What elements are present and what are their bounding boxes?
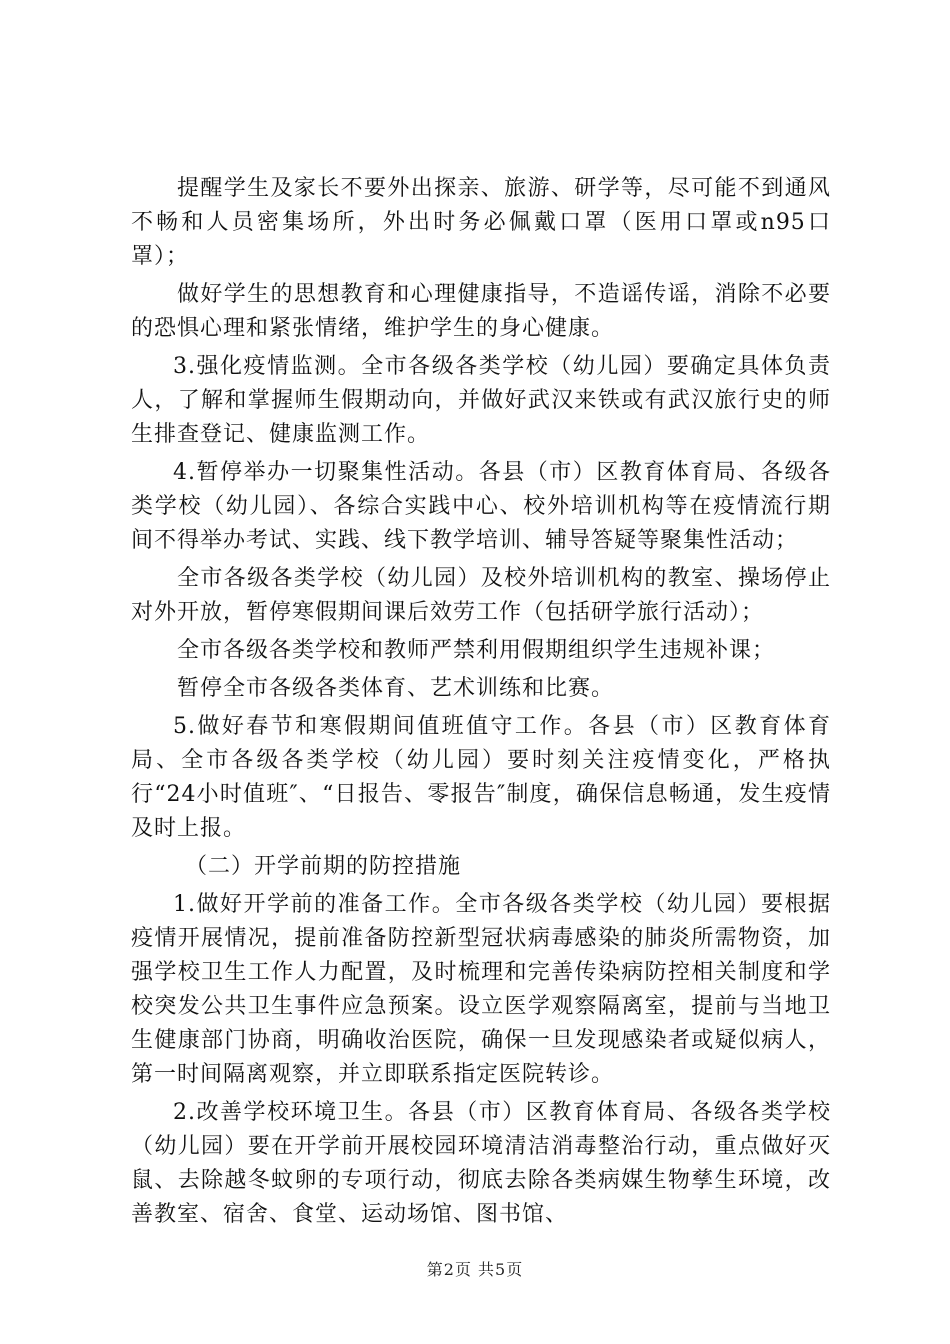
paragraph-suspend-gatherings: 4.暂停举办一切聚集性活动。各县（市）区教育体育局、各级各类学校（幼儿园）、各综合实践中心、校外培训机构等在疫情流行期间不得举办考试、实践、线下教学培训、辅导答疑等聚集性活动； (131, 460, 831, 553)
paragraph-duty-shifts: 5.做好春节和寒假期间值班值守工作。各县（市）区教育体育局、全市各级各类学校（幼儿园）要时刻关注疫情变化，严格执行“24小时值班″、“日报告、零报告″制度，确保信息畅通，发生疫情及时上报。 (131, 714, 831, 841)
paragraph-preparation: 1.做好开学前的准备工作。全市各级各类学校（幼儿园）要根据疫情开展情况，提前准备防控新型冠状病毒感染的肺炎所需物资，加强学校卫生工作人力配置，及时梳理和完善传染病防控相关制度和学校突发公共卫生事件应急预案。设立医学观察隔离室，提前与当地卫生健康部门协商，明确收治医院，确保一旦发现感染者或疑似病人，第一时间隔离观察，并立即联系指定医院转诊。 (131, 892, 831, 1087)
paragraph-ban-tutoring: 全市各级各类学校和教师严禁利用假期组织学生违规补课； (177, 638, 776, 663)
paragraph-close-facilities: 全市各级各类学校（幼儿园）及校外培训机构的教室、操场停止对外开放，暂停寒假期间课后效劳工作（包括研学旅行活动）； (131, 566, 831, 625)
paragraph-travel-reminder: 提醒学生及家长不要外出探亲、旅游、研学等，尽可能不到通风不畅和人员密集场所，外出时务必佩戴口罩（医用口罩或n95口罩）； (131, 176, 831, 269)
document-body (131, 172, 831, 1236)
page-number-footer: 第2页 共5页 (426, 1260, 524, 1279)
paragraph-environment: 2.改善学校环境卫生。各县（市）区教育体育局、各级各类学校（幼儿园）要在开学前开展校园环境清洁消毒整治行动，重点做好灭鼠、去除越冬蚊卵的专项行动，彻底去除各类病媒生物孳生环境，改善教室、宿舍、食堂、运动场馆、图书馆、 (131, 1100, 831, 1227)
paragraph-epidemic-monitoring: 3.强化疫情监测。全市各级各类学校（幼儿园）要确定具体负责人，了解和掌握师生假期动向，并做好武汉来铁或有武汉旅行史的师生排查登记、健康监测工作。 (131, 354, 831, 447)
paragraph-psych-guidance: 做好学生的思想教育和心理健康指导，不造谣传谣，消除不必要的恐惧心理和紧张情绪，维护学生的身心健康。 (131, 282, 831, 341)
paragraph-suspend-sports: 暂停全市各级各类体育、艺术训练和比赛。 (177, 676, 615, 701)
section-heading-pre-semester: （二）开学前期的防控措施 (185, 854, 462, 879)
